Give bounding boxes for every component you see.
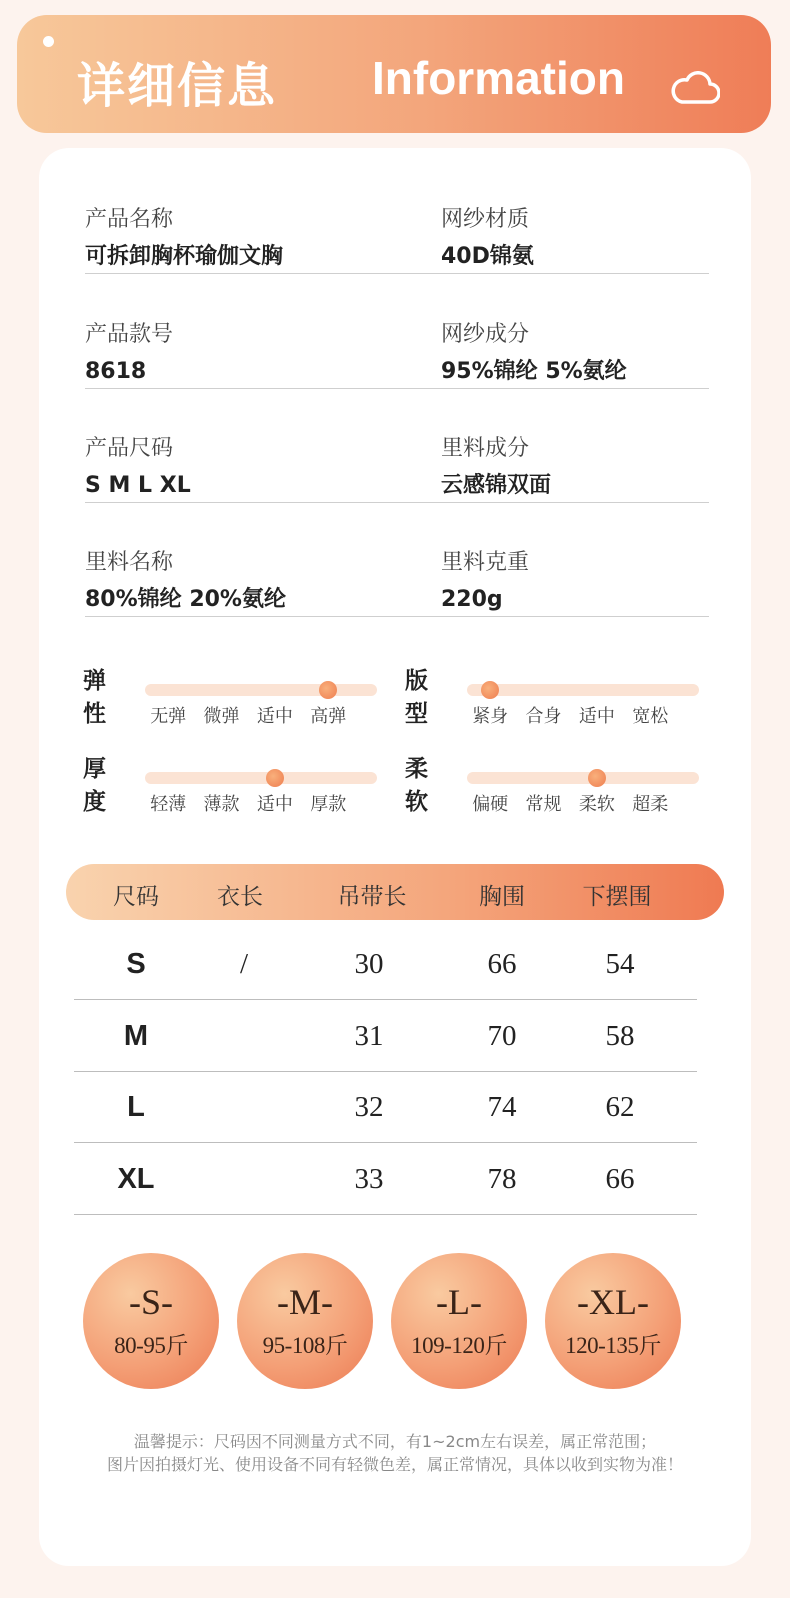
cloud-icon [670,71,720,105]
weight-size: -S- [129,1282,173,1322]
slider-tick: 轻薄 [150,794,187,815]
table-cell: 66 [605,1163,635,1195]
note-line: 图片因拍摄灯光、使用设备不同有轻微色差，属正常情况，具体以收到实物为准！ [106,1455,683,1474]
decor-dot [43,36,54,47]
title-english: Information [372,52,625,104]
slider-tick: 常规 [525,794,562,815]
table-cell: 74 [487,1091,517,1123]
slider-label: 版型 [405,668,428,727]
info-cell [85,549,286,614]
slider-knob [266,769,284,787]
table-cell: 58 [605,1020,635,1052]
table-cell: 32 [354,1091,384,1123]
info-label: 网纱材质 [441,207,530,232]
size-table-header [66,864,724,920]
table-cell: 33 [354,1163,384,1195]
weight-range: 95-108斤 [262,1333,348,1358]
slider-label: 厚度 [83,756,106,815]
weight-badge-s [83,1253,219,1389]
table-row [74,928,697,1000]
info-value: 80%锦纶 20%氨纶 [85,587,286,612]
info-value: 220g [441,587,503,612]
slider-tick: 薄款 [203,794,240,815]
slider-tick: 偏硬 [472,794,509,815]
info-row [85,389,709,503]
slider-tick: 柔软 [578,794,615,815]
slider-ticks [145,790,377,814]
info-value: 95%锦纶 5%氨纶 [441,359,627,384]
slider-track [467,772,699,784]
details-card [39,148,751,1566]
info-label: 里料克重 [441,550,530,575]
weight-size: -M- [277,1282,333,1322]
slider-track [467,684,699,696]
info-cell [85,321,173,386]
column-header: 尺码 [113,884,159,910]
info-label: 产品名称 [85,207,174,232]
table-cell: 70 [487,1020,517,1052]
slider-label: 弹性 [83,668,106,727]
info-cell [85,206,283,271]
weight-size: -XL- [577,1282,649,1322]
table-cell: 30 [354,948,384,980]
slider-tick: 超柔 [632,794,669,815]
weight-badge-l [391,1253,527,1389]
table-cell: M [123,1020,149,1052]
table-cell: / [239,948,249,980]
info-value: 可拆卸胸杯瑜伽文胸 [85,244,284,269]
table-cell: L [127,1091,145,1123]
column-header: 吊带长 [337,884,407,910]
column-header: 胸围 [479,884,525,910]
slider-label: 柔软 [405,756,428,815]
header-banner [17,15,771,133]
table-row [74,1143,697,1215]
slider-tick: 合身 [525,706,562,727]
slider-ticks [467,790,699,814]
slider-knob [588,769,606,787]
slider-tick: 无弹 [150,706,187,727]
slider-tick: 紧身 [472,706,509,727]
slider-ticks [145,702,377,726]
info-value: 40D锦氨 [441,244,534,269]
slider-tick: 宽松 [632,706,669,727]
table-cell: XL [117,1163,155,1195]
table-cell: 66 [487,948,517,980]
weight-range: 109-120斤 [411,1333,507,1358]
info-row [85,503,709,617]
slider-tick: 高弹 [310,706,347,727]
table-cell: 31 [354,1020,384,1052]
table-cell: 54 [605,948,635,980]
slider-knob [319,681,337,699]
slider-tick: 厚款 [310,794,347,815]
info-label: 里料名称 [85,550,174,575]
column-header: 下摆围 [582,884,652,910]
info-label: 产品尺码 [85,436,174,461]
table-row [74,1071,697,1143]
info-cell [441,435,551,500]
weight-badge-xl [545,1253,681,1389]
table-cell: S [126,948,146,980]
slider-ticks [467,702,699,726]
slider-tick: 适中 [578,706,615,727]
info-value: 云感锦双面 [441,473,552,498]
note-line: 温馨提示：尺码因不同测量方式不同，有1~2cm左右误差，属正常范围； [133,1432,657,1451]
slider-track [145,684,377,696]
slider-tick: 微弹 [203,706,240,727]
info-label: 产品款号 [85,322,174,347]
weight-range: 80-95斤 [114,1333,188,1358]
info-row [85,160,709,274]
weight-badge-m [237,1253,373,1389]
table-cell: 62 [605,1091,635,1123]
info-row [85,275,709,389]
table-row [74,1000,697,1072]
slider-knob [481,681,499,699]
slider-tick: 适中 [256,706,293,727]
info-cell [85,435,191,500]
info-cell [441,321,627,386]
table-cell: 78 [487,1163,517,1195]
info-label: 网纱成分 [441,322,530,347]
weight-size: -L- [436,1282,482,1322]
info-value: S M L XL [85,473,191,498]
info-cell [441,549,529,614]
column-header: 衣长 [217,884,263,910]
title-chinese: 详细信息 [77,58,278,114]
weight-range: 120-135斤 [565,1333,661,1358]
info-value: 8618 [85,359,147,384]
slider-tick: 适中 [256,794,293,815]
slider-track [145,772,377,784]
info-label: 里料成分 [441,436,530,461]
info-cell [441,206,534,271]
